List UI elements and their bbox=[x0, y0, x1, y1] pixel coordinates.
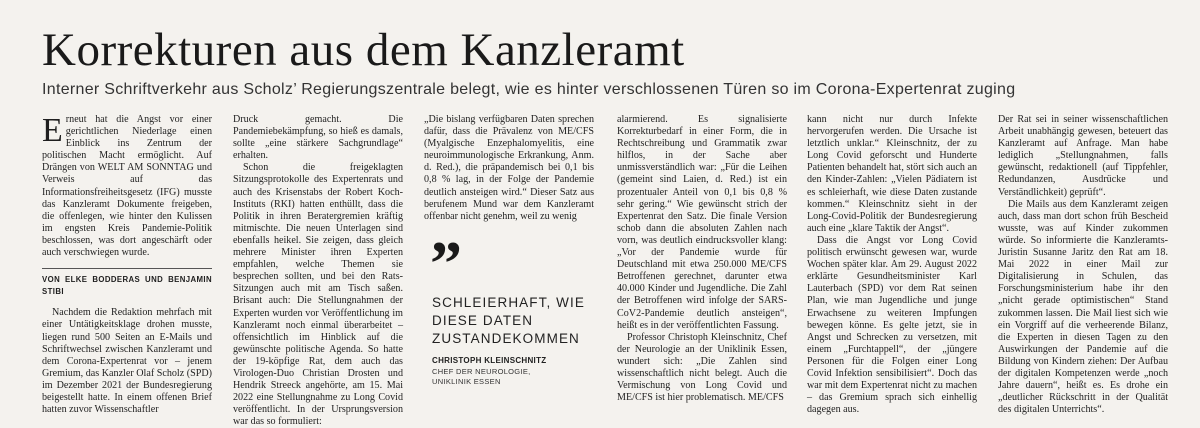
pull-quote-author: CHRISTOPH KLEINSCHNITZ bbox=[432, 356, 547, 365]
pull-quote-text: SCHLEIERHAFT, WIE DIESE DATEN ZUSTANDEKOMMEN bbox=[432, 295, 585, 346]
pull-quote bbox=[426, 228, 591, 410]
article-column-5 bbox=[807, 114, 977, 414]
intro-text: rneut hat die Angst vor einer gerichtlichen Niederlage einen Einblick ins Zentrum der politischen Macht ermöglicht. Auf Drängen von WELT AM SONNTAG und Verweis auf das Informationsfreiheitsgesetz (IFG) musste das Kanzleramt Dokumente freigeben, die offenlegen, wie hinter den Kulissen im engsten Kreis Pandemie-Politik beschlossen, was dort angeschärft oder auch verschwiegen wurde. bbox=[42, 114, 212, 259]
article-column-4 bbox=[617, 114, 787, 414]
pull-quote-affiliation: UNIKLINIK ESSEN bbox=[432, 377, 501, 386]
paragraph: Der Rat sei in seiner wissenschaftlichen Arbeit unabhängig gewesen, beteuert das Kanzleramt auf Anfrage. Man habe lediglich „Stellungnahmen, falls gewünscht, redaktionell (auf Tippfehler, Redundanzen, Ausdrücke und Verständlichkeit) geprüft“. bbox=[998, 114, 1168, 198]
quote-mark-icon: ” bbox=[430, 228, 462, 299]
paragraph: Dass die Angst vor Long Covid politisch erwünscht gewesen war, wurde Wochen später klar. Am 29. August 2022 erklärte Gesundheitsminister Karl Lauterbach (SPD) vor dem Rat seinen Plan, wie man Jugendliche und junge Erwachsene zu weiteren Impfungen bewegen könne. Es gelte jetzt, sie in Angst und Schrecken zu versetzen, mit einem „Furchtappell“, der „jüngere Personen für die Folgen einer Long Covid Infektion sensibilisiert“. Doch das war mit dem Expertenrat nicht zu machen – das Gremium sprach sich einhellig dagegen aus. bbox=[807, 234, 977, 416]
paragraph: Die Mails aus dem Kanzleramt zeigen auch, dass man dort schon früh Bescheid wusste, was auf Kinder zukommen würde. So informierte die Kanzleramts-Juristin Susanne Jaritz den Rat am 18. Mai 2022 in einer Mail zur Digitalisierung in Schulen, das Forschungsministerium habe ihr den „nicht gerade optimistischen“ Stand zukommen lassen. Die Mail liest sich wie ein Vorgriff auf die verheerende Bilanz, die Experten in diesen Tagen zu den Auswirkungen der Pandemie auf die Bildung von Kindern ziehen: Der Aufbau der digitalen Kompetenzen werde „noch Jahre dauern“, heißt es. Es drohe ein „deutlicher Rückschritt in der Qualität des digitalen Unterrichts“. bbox=[998, 198, 1168, 416]
subheadline: Interner Schriftverkehr aus Scholz’ Regierungszentrale belegt, wie es hinter verschlossenen Türen so im Corona-Expertenrat zuging bbox=[42, 81, 1016, 98]
paragraph: Schon die freigeklagten Sitzungsprotokolle des Expertenrats und auch des Krisenstabs der Robert Koch-Instituts (RKI) hatten enthüllt, dass die Politik in ihren Beratergremien kräftig mitmischte. Die neuen Unterlagen sind ebenfalls heikel. Sie zeigen, dass gleich mehrere Minister ihren Experten empfahlen, welche Themen sie besprechen sollten, und bei den Rats-Sitzungen auch mit am Tisch saßen. Brisant auch: Die Stellungnahmen der Experten wurden vor Veröffentlichung im Kanzleramt noch einmal überarbeitet – offensichtlich im Hinblick auf die gewünschte politische Agenda. So hatte der 19-köpfige Rat, dem auch das Virologen-Duo Christian Drosten und Hendrik Streeck angehörte, am 15. Mai 2022 eine Stellungnahme zu Long Covid veröffentlicht. In der Ursprungsversion war das so formuliert: bbox=[233, 162, 403, 428]
headline: Korrekturen aus dem Kanzleramt bbox=[42, 24, 685, 76]
intro-paragraph bbox=[42, 114, 212, 259]
article-column-6 bbox=[998, 114, 1168, 414]
paragraph: alarmierend. Es signalisierte Korrekturbedarf in einer Form, die in Rechtschreibung und Grammatik zwar hilflos, in der Sache aber unmissverständlich war: „Für die Leihen (gemeint sind Laien, d. Red.) ist ein prozentualer Anteil von 0,1 bis 0,8 % sehr gering.“ Wie gewünscht strich der Expertenrat den Satz. Die finale Version schob dann die absoluten Zahlen nach vorn, was deutlich eindrucksvoller klang: „Vor der Pandemie wurde für Deutschland mit etwa 250.000 ME/CFS Betroffenen gerechnet, darunter etwa 40.000 Kinder und Jugendliche. Die Zahl der Betroffenen wird infolge der SARS-CoV2-Pandemie deutlich ansteigen“, heißt es in der veröffentlichten Fassung. bbox=[617, 114, 787, 331]
drop-cap: E bbox=[42, 112, 63, 149]
article-column-3 bbox=[424, 114, 594, 234]
paragraph: Druck gemacht. Die Pandemiebekämpfung, so hieß es damals, sollte „eine stärkere Sachgrundlage“ erhalten. bbox=[233, 114, 403, 162]
paragraph: „Die bislang verfügbaren Daten sprechen dafür, dass die Prävalenz von ME/CFS (Myalgische Enzephalomyelitis, eine neuroimmunologische Erkrankung, Anm. d. Red.), die präpandemisch bei 0,1 bis 0,8 % lag, in der Folge der Pandemie deutlich ansteigen wird.“ Dieser Satz aus berufenem Mund war dem Kanzleramt offenbar nicht genehm, weil zu wenig bbox=[424, 114, 594, 222]
paragraph: kann nicht nur durch Infekte hervorgerufen werden. Die Ursache ist letztlich unklar.“ Kleinschnitz, der zu Long Covid geforscht und Hunderte Patienten behandelt hat, stört sich auch an den Kinder-Zahlen: „Vielen Pädiatern ist es schleierhaft, wie diese Daten zustande kommen.“ Kleinschnitz sieht in der Long-Covid-Politik der Bundesregierung auch eine „klare Taktik der Angst“. bbox=[807, 114, 977, 234]
article-column-1 bbox=[42, 114, 212, 414]
pull-quote-role: CHEF DER NEUROLOGIE, bbox=[432, 367, 531, 376]
article-column-2 bbox=[233, 114, 403, 428]
author-byline: VON ELKE BODDERAS UND BENJAMIN STIBI bbox=[42, 268, 212, 298]
paragraph: Professor Christoph Kleinschnitz, Chef der Neurologie an der Uniklinik Essen, wundert sich: „Die Zahlen sind wissenschaftlich nicht belegt. Auch die Vermischung von Long Covid und ME/CFS ist hier problematisch. ME/CFS bbox=[617, 331, 787, 404]
paragraph: Nachdem die Redaktion mehrfach mit einer Untätigkeitsklage drohen musste, liegen rund 500 Seiten an E-Mails und Schriftwechsel zwischen Kanzleramt und dem Corona-Expertenrat vor – jenem Gremium, das Kanzler Olaf Scholz (SPD) im Dezember 2021 der Bundesregierung beigestellt hatte. In einem offenen Brief hatten zuvor Wissenschaftler bbox=[42, 307, 212, 416]
